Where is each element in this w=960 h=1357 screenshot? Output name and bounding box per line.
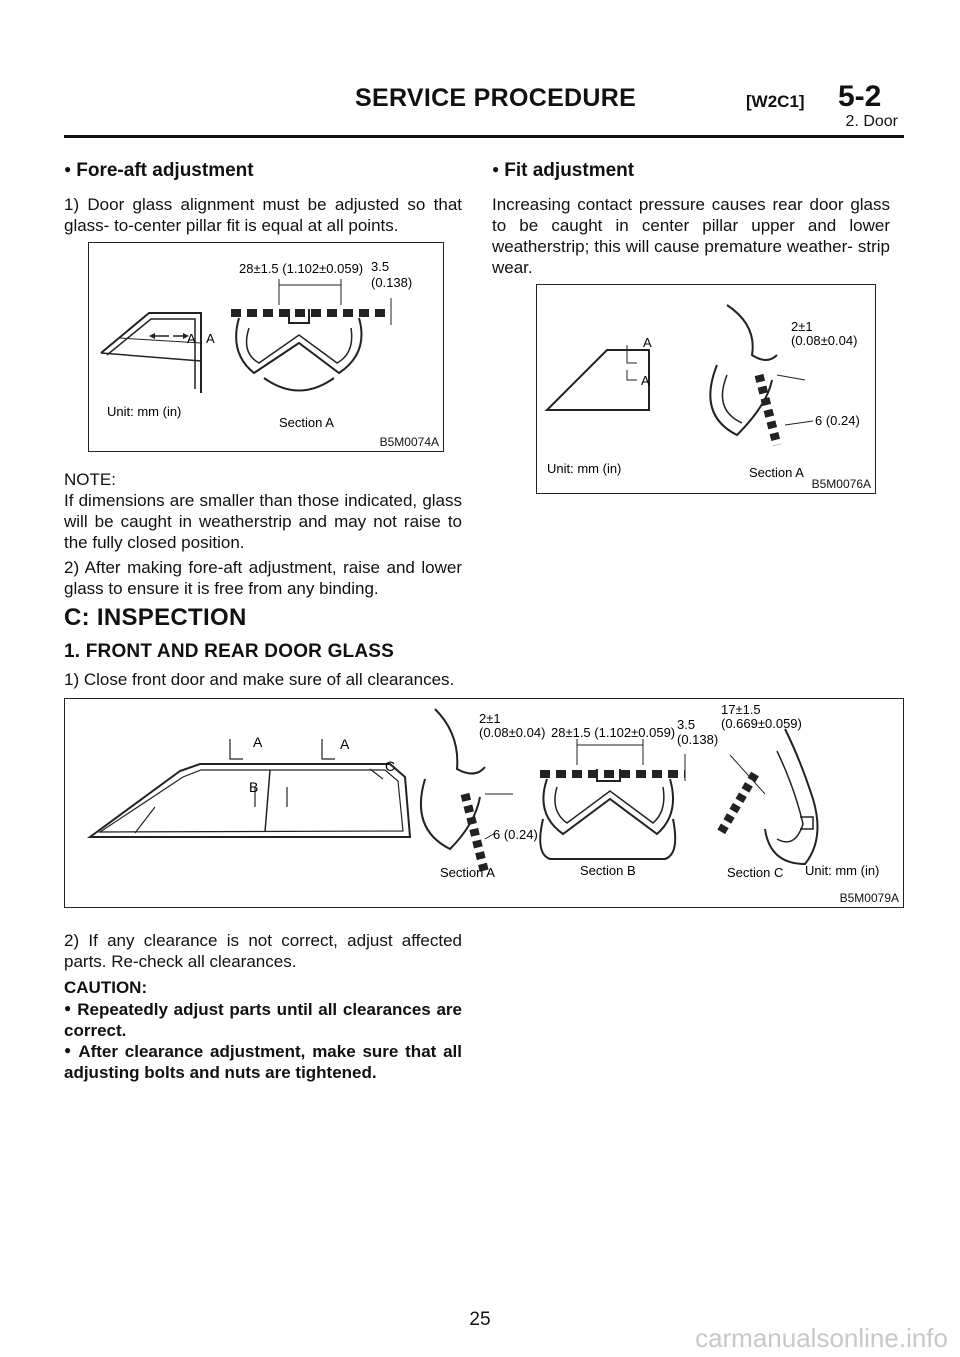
fig3-label-a2: A	[340, 736, 350, 752]
fig3-dim-1a: 2±1	[479, 711, 501, 726]
fig3-dim-3: 28±1.5 (1.102±0.059)	[551, 725, 676, 740]
caution-item-2-text: After clearance adjustment, make sure that all adjusting bolts and nuts are tightened.	[64, 1042, 462, 1082]
fig3-dim-4a: 3.5	[677, 717, 696, 732]
page-header-title: SERVICE PROCEDURE	[355, 84, 637, 112]
fig1-dim-1: 28±1.5 (1.102±0.059)	[239, 261, 364, 276]
fore-aft-step-1: 1) Door glass alignment must be adjusted so that glass- to-center pillar fit is equal at all points.	[64, 195, 462, 235]
fore-aft-step-2: 2) After making fore-aft adjustment, raise and lower glass to ensure it is free from any binding.	[64, 558, 462, 598]
page-number: 25	[469, 1309, 491, 1330]
fig1-unit: Unit: mm (in)	[107, 404, 182, 419]
fig3-dim-5b: (0.669±0.059)	[721, 716, 802, 731]
fig2-dim-2: 6 (0.24)	[815, 413, 860, 428]
fore-aft-diagram	[89, 243, 442, 450]
bullet-icon: ●	[492, 162, 500, 176]
note-text: If dimensions are smaller than those indicated, glass will be caught in weatherstrip and may not raise to the fully closed position.	[64, 491, 462, 552]
fig1-dim-2a: 3.5	[371, 259, 390, 274]
fig3-section-c: Section C	[727, 865, 784, 880]
bullet-icon: ●	[64, 1001, 73, 1015]
fig2-unit: Unit: mm (in)	[547, 461, 622, 476]
inspection-step-2: 2) If any clearance is not correct, adjust affected parts. Re-check all clearances.	[64, 931, 462, 971]
header-section-number: 5-2	[838, 80, 882, 113]
fit-heading-text: Fit adjustment	[504, 160, 635, 181]
inspection-diagram	[65, 699, 902, 906]
figure-b5m0076a	[536, 284, 876, 494]
header-subsection: 2. Door	[845, 113, 898, 130]
fig1-label-a1: A	[187, 331, 196, 346]
fig3-dim-5a: 17±1.5	[721, 702, 761, 717]
caution-item-1-text: Repeatedly adjust parts until all clearances are correct.	[64, 1000, 462, 1040]
fig3-section-a: Section A	[440, 865, 495, 880]
fit-text: Increasing contact pressure causes rear door glass to be caught in center pillar upper and lower weatherstrip; this will cause premature weather- strip wear.	[492, 195, 890, 277]
fig2-dim-1b: (0.08±0.04)	[791, 333, 858, 348]
fig2-label-a1: A	[643, 335, 652, 350]
fig2-dim-1a: 2±1	[791, 319, 813, 334]
fig2-section-label: Section A	[749, 465, 804, 480]
fit-heading	[492, 160, 634, 182]
bullet-icon: ●	[64, 162, 72, 176]
note-label: NOTE:	[64, 470, 116, 489]
figure-b5m0079a	[64, 698, 904, 908]
subsection-heading-glass: 1. FRONT AND REAR DOOR GLASS	[64, 641, 395, 662]
fig3-label-c: C	[385, 758, 396, 774]
fig3-dim-1b: (0.08±0.04)	[479, 725, 546, 740]
section-heading-inspection: C: INSPECTION	[64, 604, 247, 631]
header-rule	[64, 135, 904, 138]
fore-aft-heading	[64, 160, 254, 182]
fig1-section-label: Section A	[279, 415, 334, 430]
fig3-label-b: B	[249, 779, 259, 795]
fig1-code: B5M0074A	[379, 435, 439, 449]
fig3-section-b: Section B	[580, 863, 636, 878]
fig2-label-a2: A	[641, 373, 650, 388]
fore-aft-heading-text: Fore-aft adjustment	[76, 160, 254, 181]
caution-label: CAUTION:	[64, 978, 148, 997]
fig1-dim-2b: (0.138)	[371, 275, 413, 290]
inspection-step-1: 1) Close front door and make sure of all clearances.	[64, 670, 455, 689]
header-code: [W2C1]	[746, 92, 805, 111]
bullet-icon: ●	[64, 1043, 74, 1057]
figure-b5m0074a	[88, 242, 444, 452]
watermark-text: carmanualsonline.info	[695, 1323, 948, 1353]
fig3-code: B5M0079A	[839, 891, 899, 905]
fig2-code: B5M0076A	[811, 477, 871, 491]
fit-diagram	[537, 285, 874, 492]
caution-item-2	[64, 1040, 462, 1083]
caution-item-1	[64, 998, 462, 1041]
fig3-dim-4b: (0.138)	[677, 732, 719, 747]
fig3-unit: Unit: mm (in)	[805, 863, 880, 878]
fig3-label-a1: A	[253, 734, 263, 750]
fig1-label-a2: A	[206, 331, 215, 346]
fig3-dim-2: 6 (0.24)	[493, 827, 538, 842]
